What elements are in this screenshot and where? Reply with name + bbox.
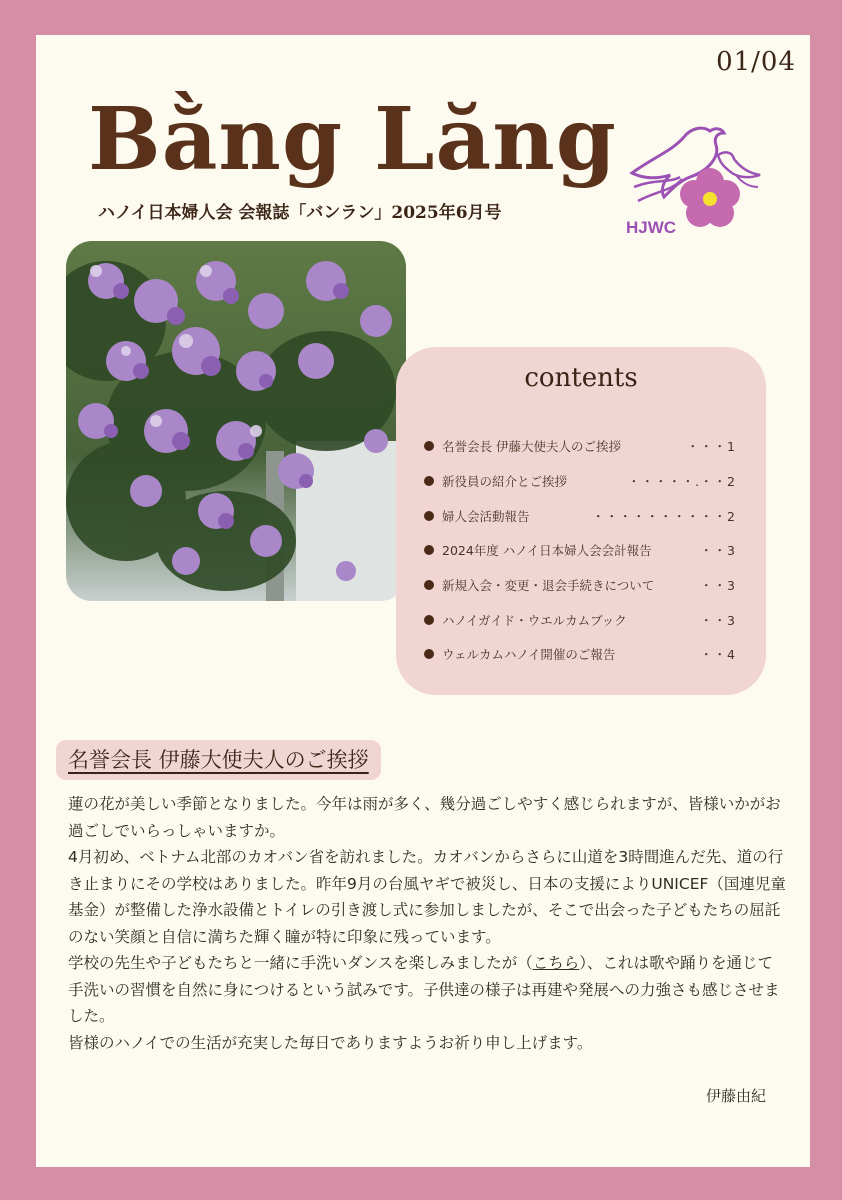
article-body — [68, 791, 788, 1056]
contents-title: contents — [524, 363, 638, 393]
contents-item[interactable] — [424, 533, 736, 568]
article-paragraph — [68, 950, 788, 1030]
page-number: 01/04 — [716, 47, 796, 77]
contents-item[interactable] — [424, 429, 736, 464]
signature: 伊藤由紀 — [705, 1087, 766, 1105]
newsletter-title: Bằng Lăng — [88, 89, 617, 190]
crape-myrtle-flower-photo — [66, 241, 406, 601]
contents-list — [424, 429, 736, 672]
bullet-icon — [424, 441, 434, 451]
contents-item-page: ・・4 — [700, 647, 736, 663]
contents-item-page: ・・・1 — [686, 439, 736, 455]
kochira-link[interactable]: こちら — [532, 954, 580, 972]
contents-item-page: ・・・・・.・・2 — [627, 474, 736, 490]
newsletter-page — [36, 35, 810, 1167]
contents-item-page: ・・・・・・・・・・2 — [592, 508, 736, 524]
dove-small-icon — [718, 152, 760, 177]
contents-item[interactable] — [424, 568, 736, 603]
contents-item-label: 婦人会活動報告 — [442, 508, 530, 524]
newsletter-subtitle: ハノイ日本婦人会 会報誌「バンラン」2025年6月号 — [98, 203, 502, 223]
contents-box — [396, 347, 766, 695]
contents-item-label: 新規入会・変更・退会手続きについて — [442, 578, 655, 594]
contents-item-page: ・・3 — [700, 578, 736, 594]
bullet-icon — [424, 476, 434, 486]
bullet-icon — [424, 511, 434, 521]
contents-item-page: ・・3 — [700, 543, 736, 559]
contents-item-label: 2024年度 ハノイ日本婦人会会計報告 — [442, 543, 652, 559]
bullet-icon — [424, 580, 434, 590]
bullet-icon — [424, 615, 434, 625]
contents-item-page: ・・3 — [700, 612, 736, 628]
contents-item-label: 名誉会長 伊藤大使夫人のご挨拶 — [442, 439, 621, 455]
logo-text: HJWC — [626, 218, 677, 237]
bullet-icon — [424, 545, 434, 555]
contents-item[interactable] — [424, 498, 736, 533]
paragraph-text: ）、これは歌や踊りを通じて手洗いの習慣を自然に身につけるという試みです。子供達の様子は再建や発展への力強さも感じさせました。 — [68, 954, 780, 1025]
contents-item[interactable] — [424, 464, 736, 499]
contents-item[interactable] — [424, 637, 736, 672]
article-paragraph: 4月初め、ベトナム北部のカオバン省を訪れました。カオバンからさらに山道を3時間進んだ先、道の行き止まりにその学校はありました。昨年9月の台風ヤギで被災し、日本の支援によりUNICEF（国連児童基金）が整備した浄水設備とトイレの引き渡し式に参加しましたが、そこで出会った子どもたちの屈託のない笑顔と自信に満ちた輝く瞳が特に印象に残っています。 — [68, 848, 786, 946]
paragraph-text: 学校の先生や子どもたちと一緒に手洗いダンスを楽しみましたが（ — [68, 954, 533, 972]
contents-item-label: ウェルカムハノイ開催のご報告 — [442, 647, 616, 663]
contents-item-label: ハノイガイド・ウエルカムブック — [442, 612, 627, 628]
contents-item-label: 新役員の紹介とご挨拶 — [442, 474, 568, 490]
article-paragraph: 皆様のハノイでの生活が充実した毎日でありますようお祈り申し上げます。 — [68, 1033, 593, 1052]
article-heading: 名誉会長 伊藤大使夫人のご挨拶 — [56, 740, 381, 780]
article-paragraph: 蓮の花が美しい季節となりました。今年は雨が多く、幾分過ごしやすく感じられますが、皆様いかがお過ごしでいらっしゃいますか。 — [68, 795, 781, 840]
bullet-icon — [424, 649, 434, 659]
contents-item[interactable] — [424, 602, 736, 637]
